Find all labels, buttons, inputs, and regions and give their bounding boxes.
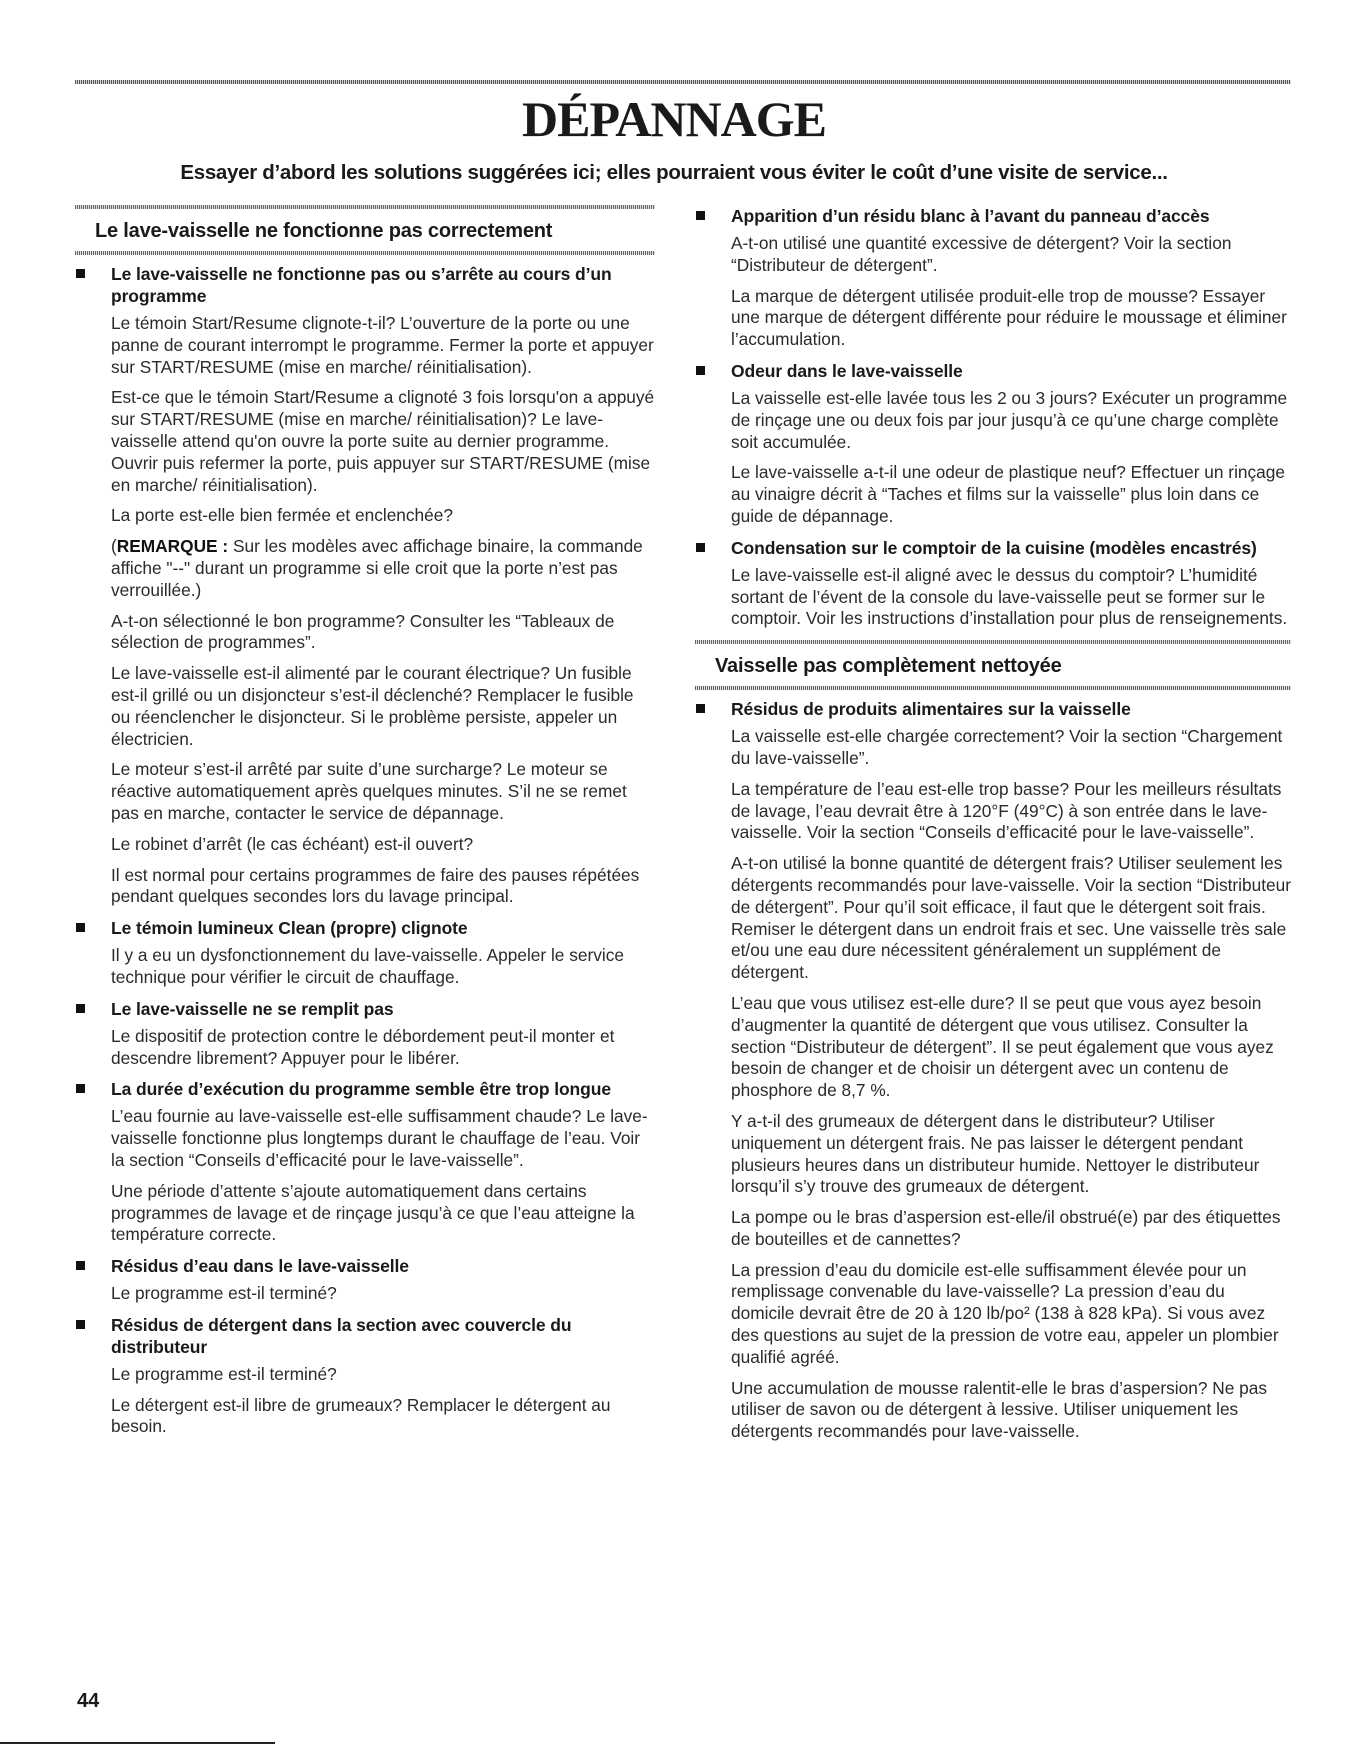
right-column: [695, 205, 1291, 1452]
issue-paragraph: A-t-on sélectionné le bon programme? Consulter les “Tableaux de sélection de programmes”.: [111, 610, 615, 653]
issue-stops-during-cycle: [75, 263, 655, 908]
issue-paragraph: Le robinet d’arrêt (le cas échéant) est-il ouvert?: [111, 833, 474, 854]
square-bullet-icon: [696, 366, 705, 375]
issue-paragraph: La pompe ou le bras d’aspersion est-elle/il obstrué(e) par des étiquettes de bouteilles et de cannettes?: [731, 1207, 1281, 1249]
page-title: DÉPANNAGE: [522, 91, 826, 147]
issue-paragraph: Le détergent est-il libre de grumeaux? Remplacer le détergent au besoin.: [111, 1394, 611, 1437]
issue-paragraph: La porte est-elle bien fermée et enclenchée?: [111, 505, 454, 526]
footer-rule: [0, 1742, 275, 1744]
issue-paragraph: Le lave-vaisselle a-t-il une odeur de plastique neuf? Effectuer un rinçage au vinaigre décrit à “Taches et films sur la vaisselle” plus loin dans ce guide de dépannage.: [731, 462, 1285, 526]
section-header-not-clean: [695, 640, 1291, 690]
issue-cycle-too-long: [75, 1078, 655, 1246]
issue-heading: La durée d’exécution du programme semble être trop longue: [75, 1078, 655, 1100]
page-subtitle: Essayer d’abord les solutions suggérées ici; elles pourraient vous éviter le coût d’une visite de service...: [180, 161, 1168, 184]
issue-paragraph: Le programme est-il terminé?: [111, 1363, 337, 1384]
issue-food-residue: [695, 698, 1291, 1443]
remark-note: (REMARQUE : Sur les modèles avec affichage binaire, la commande affiche "--" durant un programme si elle croit que la porte n’est pas verrouillée.): [111, 536, 643, 600]
page-number: 44: [77, 1690, 100, 1712]
square-bullet-icon: [76, 1084, 85, 1093]
issue-clean-light-blinks: [75, 917, 655, 989]
square-bullet-icon: [696, 704, 705, 713]
issue-paragraph: Est-ce que le témoin Start/Resume a clignoté 3 fois lorsqu'on a appuyé sur START/RESUME (mise en marche/ réinitialisation)? Le lave-vaisselle attend qu'on ouvre la porte suite au dernier programme. Ouvrir puis refermer la porte, puis appuyer sur START/RESUME (mise en marche/ réinitialisation).: [111, 387, 655, 495]
header-rule: [75, 80, 1291, 84]
issue-paragraph: Le lave-vaisselle est-il aligné avec le dessus du comptoir? L’humidité sortant de l’évent de la console du lave-vaisselle peut se former sur le comptoir. Voir les instructions d’installation pour plus de renseignements.: [731, 564, 1288, 629]
issue-heading: Résidus d’eau dans le lave-vaisselle: [75, 1255, 655, 1277]
issue-paragraph: Le programme est-il terminé?: [111, 1283, 337, 1304]
issue-does-not-fill: [75, 998, 655, 1070]
issue-heading: Le lave-vaisselle ne se remplit pas: [75, 998, 655, 1020]
issue-paragraph: Il est normal pour certains programmes de faire des pauses répétées pendant quelques secondes lors du lavage principal.: [111, 864, 640, 907]
issue-heading: Le témoin lumineux Clean (propre) clignote: [75, 917, 655, 939]
issue-paragraph: Une période d’attente s’ajoute automatiquement dans certains programmes de lavage et de rinçage jusqu’à ce que l’eau atteigne la température correcte.: [111, 1180, 635, 1245]
issue-paragraph: Le lave-vaisselle est-il alimenté par le courant électrique? Un fusible est-il grillé ou un disjoncteur s’est-il déclenché? Remplacer le fusible ou réenclencher le disjoncteur. Si le problème persiste, appeler un électricien.: [111, 663, 634, 749]
issue-heading: Condensation sur le comptoir de la cuisine (modèles encastrés): [695, 537, 1291, 559]
issue-paragraph: L’eau que vous utilisez est-elle dure? Il se peut que vous ayez besoin d’augmenter la quantité de détergent que vous utilisez. Consulter la section “Distributeur de détergent”. Il se peut également que vous ayez besoin de changer et de choisir un détergent avec un contenu de phosphore de 8,7 %.: [731, 992, 1274, 1101]
issue-heading: Résidus de détergent dans la section avec couvercle du distributeur: [75, 1314, 655, 1358]
issue-paragraph: A-t-on utilisé la bonne quantité de détergent frais? Utiliser seulement les détergents recommandés pour lave-vaisselle. Voir la section “Distributeur de détergent”. Pour qu’il soit efficace, il faut que le détergent soit frais. Remiser le détergent dans un endroit frais et sec. Une vaisselle très sale et/ou une eau dure nécessitent généralement un supplément de détergent.: [731, 853, 1291, 983]
section-title: Le lave-vaisselle ne fonctionne pas correctement: [95, 220, 553, 242]
issue-paragraph: La pression d’eau du domicile est-elle suffisamment élevée pour un remplissage convenable du lave-vaisselle? La pression d’eau du domicile devrait être de 20 à 120 lb/po² (138 à 828 kPa). Si vous avez des questions au sujet de la pression de votre eau, appeler un plombier qualifié agréé.: [731, 1259, 1279, 1367]
issue-heading: Résidus de produits alimentaires sur la vaisselle: [695, 698, 1291, 720]
issue-paragraph: La vaisselle est-elle chargée correctement? Voir la section “Chargement du lave-vaisselle”.: [731, 726, 1283, 768]
issue-paragraph: L’eau fournie au lave-vaisselle est-elle suffisamment chaude? Le lave-vaisselle fonctionne plus longtemps durant le chauffage de l’eau. Voir la section “Conseils d’efficacité pour le lave-vaisselle”.: [111, 1106, 648, 1170]
issue-white-residue: [695, 205, 1291, 351]
issue-paragraph: Le dispositif de protection contre le débordement peut-il monter et descendre librement? Appuyer pour le libérer.: [111, 1025, 615, 1068]
issue-paragraph: Une accumulation de mousse ralentit-elle le bras d’aspersion? Ne pas utiliser de savon ou de détergent à lessive. Utiliser uniquement les détergents recommandés pour lave-vaisselle.: [731, 1377, 1268, 1442]
issue-paragraph: Y a-t-il des grumeaux de détergent dans le distributeur? Utiliser uniquement un détergent frais. Ne pas laisser le détergent pendant plusieurs heures dans un distributeur humide. Nettoyer le distributeur lorsqu’il s’y trouve des grumeaux de détergent.: [731, 1110, 1260, 1197]
issue-heading: Apparition d’un résidu blanc à l’avant du panneau d’accès: [695, 205, 1291, 227]
square-bullet-icon: [76, 1320, 85, 1329]
remark-label: REMARQUE :: [116, 536, 229, 557]
issue-detergent-residue: [75, 1314, 655, 1438]
issue-paragraph: La température de l’eau est-elle trop basse? Pour les meilleurs résultats de lavage, l’eau devrait être à 120°F (49°C) à son entrée dans le lave-vaisselle. Voir la section “Conseils d’efficacité pour le lave-vaisselle”.: [731, 778, 1282, 843]
issue-paragraph: La marque de détergent utilisée produit-elle trop de mousse? Essayer une marque de détergent différente pour réduire le moussage et éliminer l’accumulation.: [731, 285, 1287, 350]
square-bullet-icon: [696, 211, 705, 220]
issue-paragraph: A-t-on utilisé une quantité excessive de détergent? Voir la section “Distributeur de détergent”.: [731, 233, 1232, 275]
square-bullet-icon: [76, 923, 85, 932]
issue-paragraph: Il y a eu un dysfonctionnement du lave-vaisselle. Appeler le service technique pour vérifier le circuit de chauffage.: [111, 945, 624, 987]
section-title: Vaisselle pas complètement nettoyée: [715, 655, 1062, 678]
issue-paragraph: Le témoin Start/Resume clignote-t-il? L’ouverture de la porte ou une panne de courant interrompt le programme. Fermer la porte et appuyer sur START/RESUME (mise en marche/ réinitialisation).: [111, 313, 654, 377]
issue-heading: Odeur dans le lave-vaisselle: [695, 360, 1291, 382]
left-column: [75, 205, 655, 1447]
square-bullet-icon: [76, 1004, 85, 1013]
section-header-not-working: [75, 205, 655, 255]
remark-text: Sur les modèles avec affichage binaire, la commande affiche "--" durant un programme si elle croit que la porte n’est pas verrouillée.): [111, 536, 643, 600]
square-bullet-icon: [696, 543, 705, 552]
issue-condensation: [695, 537, 1291, 630]
issue-paragraph: Le moteur s’est-il arrêté par suite d’une surcharge? Le moteur se réactive automatiquement après quelques minutes. S’il ne se remet pas en marche, contacter le service de dépannage.: [111, 759, 627, 823]
issue-heading: Le lave-vaisselle ne fonctionne pas ou s’arrête au cours d’un programme: [75, 263, 655, 307]
issue-odor: [695, 360, 1291, 528]
square-bullet-icon: [76, 269, 85, 278]
issue-water-residue: [75, 1255, 655, 1305]
square-bullet-icon: [76, 1261, 85, 1270]
issue-paragraph: La vaisselle est-elle lavée tous les 2 ou 3 jours? Exécuter un programme de rinçage une ou deux fois par jour jusqu’à ce qu’une charge complète soit accumulée.: [731, 387, 1288, 452]
